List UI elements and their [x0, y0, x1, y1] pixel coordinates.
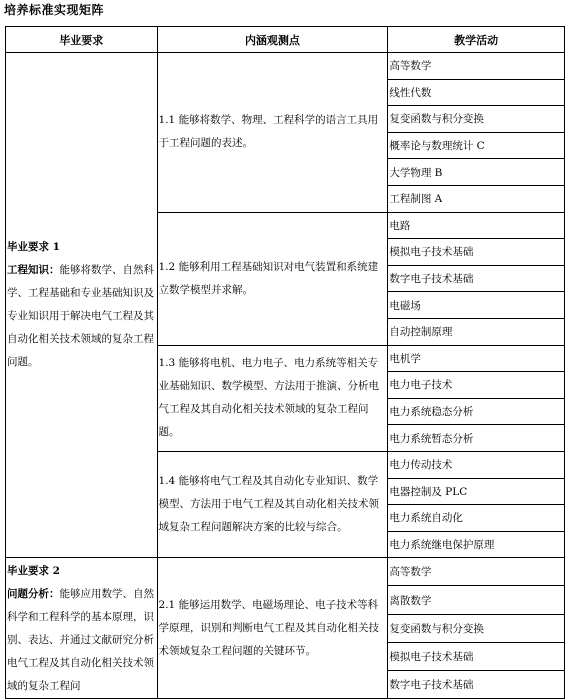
activity-cell: 高等数学 — [388, 558, 565, 586]
requirement-heading: 工程知识： — [7, 264, 60, 277]
activity-cell: 电力电子技术 — [388, 372, 565, 399]
activity-cell: 电磁场 — [388, 292, 565, 319]
activity-cell: 概率论与数理统计 C — [388, 132, 565, 159]
requirement-title: 毕业要求 2 — [7, 565, 60, 578]
activity-cell: 线性代数 — [388, 79, 565, 106]
indicator-cell: 1.3 能够将电机、电力电子、电力系统等相关专业基础知识、数学模型、方法用于推演、分析电气工程及其自动化相关技术领域的复杂工程问题。 — [157, 345, 388, 451]
indicator-cell: 1.1 能够将数学、物理、工程科学的语言工具用于工程问题的表述。 — [157, 53, 388, 213]
activity-cell: 大学物理 B — [388, 159, 565, 186]
header-indicator: 内涵观测点 — [157, 27, 388, 53]
activity-cell: 高等数学 — [388, 53, 565, 80]
activity-cell: 电力系统继电保护原理 — [388, 531, 565, 558]
table-row — [6, 558, 565, 586]
activity-cell: 电力系统暂态分析 — [388, 425, 565, 452]
activity-cell: 电器控制及 PLC — [388, 478, 565, 505]
requirement-description: 能够将数学、自然科学、工程基础和专业基础知识及专业知识用于解决电气工程及其自动化相关技术领域的复杂工程问题。 — [7, 264, 154, 369]
requirement-title: 毕业要求 1 — [7, 241, 60, 254]
activity-cell: 复变函数与积分变换 — [388, 106, 565, 133]
header-row — [6, 27, 565, 53]
training-standard-matrix — [5, 26, 565, 699]
indicator-cell: 2.1 能够运用数学、电磁场理论、电子技术等科学原理，识别和判断电气工程及其自动化相关技术领域复杂工程问题的关键环节。 — [157, 558, 388, 699]
activity-cell: 电力系统稳态分析 — [388, 398, 565, 425]
activity-cell: 复变函数与积分变换 — [388, 614, 565, 642]
header-activity: 教学活动 — [388, 27, 565, 53]
activity-cell: 模拟电子技术基础 — [388, 642, 565, 670]
page-title: 培养标准实现矩阵 — [4, 3, 105, 17]
requirement-heading: 问题分析： — [7, 588, 60, 601]
activity-cell: 自动控制原理 — [388, 318, 565, 345]
activity-cell: 数字电子技术基础 — [388, 265, 565, 292]
activity-cell: 工程制图 A — [388, 185, 565, 212]
header-requirement: 毕业要求 — [6, 27, 158, 53]
activity-cell: 电机学 — [388, 345, 565, 372]
activity-cell: 离散数学 — [388, 586, 565, 614]
activity-cell: 电力系统自动化 — [388, 505, 565, 532]
requirement-2-cell — [6, 558, 158, 699]
requirement-1-cell — [6, 53, 158, 558]
activity-cell: 电路 — [388, 212, 565, 239]
indicator-cell: 1.2 能够利用工程基础知识对电气装置和系统建立数学模型并求解。 — [157, 212, 388, 345]
requirement-description: 能够应用数学、自然科学和工程科学的基本原理，识别、表达、并通过文献研究分析电气工程及其自动化相关技术领域的复杂工程问 — [7, 588, 154, 693]
indicator-cell: 1.4 能够将电气工程及其自动化专业知识、数学模型、方法用于电气工程及其自动化相关技术领域复杂工程问题解决方案的比较与综合。 — [157, 451, 388, 557]
activity-cell: 模拟电子技术基础 — [388, 239, 565, 266]
activity-cell: 数字电子技术基础 — [388, 671, 565, 699]
activity-cell: 电力传动技术 — [388, 451, 565, 478]
table-row — [6, 53, 565, 80]
